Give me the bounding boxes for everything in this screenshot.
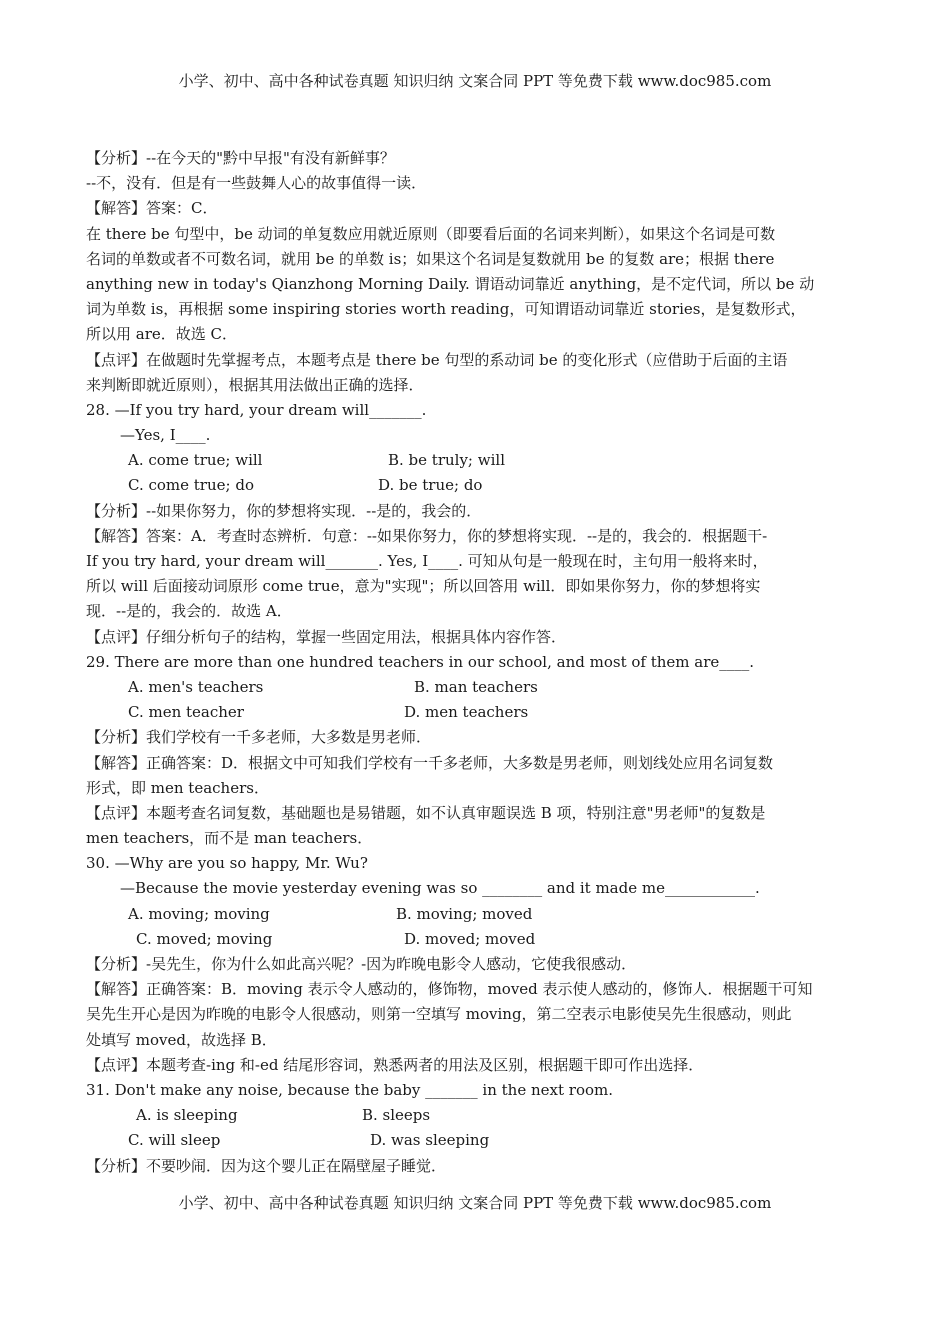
option-b: B. be truly; will [388, 451, 505, 470]
text-line: 【分析】不要吵闹．因为这个婴儿正在隔壁屋子睡觉． [86, 1156, 447, 1175]
option-c: C. come true; do [128, 476, 254, 495]
text-line: 【解答】答案：A．考查时态辨析．句意：--如果你努力，你的梦想将实现．--是的，我会的．根据题干- [86, 526, 768, 545]
option-b: B. sleeps [362, 1106, 431, 1125]
text-line: 【解答】答案：C． [86, 199, 218, 218]
question-28-reply: —Yes, I____. [120, 426, 211, 445]
text-line: 【分析】--在今天的"黔中早报"有没有新鲜事？ [86, 149, 395, 167]
option-d: D. moved; moved [404, 929, 536, 948]
q28-options-row1 [86, 448, 866, 473]
text-line: 吴先生开心是因为昨晚的电影令人很感动，则第一空填写 moving，第二空表示电影使吴先生很感动，则此 [86, 1005, 792, 1024]
option-d: D. was sleeping [370, 1131, 490, 1150]
text-line: 所以 will 后面接动词原形 come true，意为"实现"；所以回答用 will．即如果你努力，你的梦想将实 [86, 577, 761, 596]
question-30: 30. —Why are you so happy, Mr. Wu? [86, 854, 368, 873]
option-c: C. moved; moving [136, 929, 273, 948]
q31-options-row2 [86, 1128, 866, 1153]
document-body [86, 146, 866, 1179]
text-line: --不，没有．但是有一些鼓舞人心的故事值得一读． [86, 174, 427, 193]
question-31: 31. Don't make any noise, because the baby _______ in the next room. [86, 1080, 613, 1099]
option-d: D. men teachers [404, 703, 529, 722]
q30-options-row2 [86, 927, 866, 952]
text-line: 处填写 moved，故选择 B． [86, 1030, 277, 1049]
text-line: 【分析】我们学校有一千多老师，大多数是男老师． [86, 728, 432, 747]
text-line: 【解答】正确答案：B．moving 表示令人感动的，修饰物，moved 表示使人感动的，修饰人．根据题干可知 [86, 980, 813, 999]
q31-options-row1 [86, 1103, 866, 1128]
page-footer: 小学、初中、高中各种试卷真题 知识归纳 文案合同 PPT 等免费下载 www.doc985.com [178, 1194, 772, 1212]
text-line: 【解答】正确答案：D．根据文中可知我们学校有一千多老师，大多数是男老师，则划线处应用名词复数 [86, 753, 774, 772]
text-line: 【分析】-吴先生，你为什么如此高兴呢？-因为昨晚电影令人感动，它使我很感动． [86, 955, 637, 973]
option-b: B. moving; moved [396, 904, 533, 923]
text-line: 【点评】在做题时先掌握考点，本题考点是 there be 句型的系动词 be 的变化形式（应借助于后面的主语 [86, 350, 788, 369]
option-a: A. come true; will [128, 451, 263, 470]
text-line: 【点评】本题考查-ing 和-ed 结尾形容词，熟悉两者的用法及区别，根据题干即可作出选择． [86, 1055, 704, 1074]
option-a: A. is sleeping [136, 1106, 238, 1125]
question-30-reply: —Because the movie yesterday evening was so ________ and it made me____________. [120, 879, 760, 898]
text-line: 词为单数 is，再根据 some inspiring stories worth reading，可知谓语动词靠近 stories，是复数形式， [86, 300, 806, 319]
option-c: C. will sleep [128, 1131, 221, 1150]
text-line: 所以用 are．故选 C． [86, 325, 238, 344]
option-c: C. men teacher [128, 703, 244, 722]
q30-options-row1 [86, 902, 866, 927]
option-a: A. men's teachers [128, 677, 264, 696]
text-line: 名词的单数或者不可数名词，就用 be 的单数 is；如果这个名词是复数就用 be 的复数 are；根据 there [86, 249, 775, 268]
option-a: A. moving; moving [128, 904, 270, 923]
text-line: 【分析】--如果你努力，你的梦想将实现．--是的，我会的． [86, 501, 482, 520]
option-b: B. man teachers [414, 677, 538, 696]
option-d: D. be true; do [378, 476, 483, 495]
q29-options-row1 [86, 675, 866, 700]
text-line: If you try hard, your dream will_______. Yes, I____. 可知从句是一般现在时，主句用一般将来时， [86, 552, 768, 570]
text-line: 在 there be 句型中，be 动词的单复数应用就近原则（即要看后面的名词来判断），如果这个名词是可数 [86, 224, 776, 243]
question-29: 29. There are more than one hundred teachers in our school, and most of them are____. [86, 652, 755, 671]
text-line: 【点评】本题考查名词复数，基础题也是易错题，如不认真审题误选 B 项，特别注意"男老师"的复数是 [86, 803, 766, 822]
text-line: 来判断即就近原则），根据其用法做出正确的选择． [86, 375, 424, 394]
page-header: 小学、初中、高中各种试卷真题 知识归纳 文案合同 PPT 等免费下载 www.doc985.com [178, 72, 772, 90]
question-28: 28. —If you try hard, your dream will_______. [86, 400, 427, 419]
text-line: anything new in today's Qianzhong Morning Daily. 谓语动词靠近 anything，是不定代词，所以 be 动 [86, 274, 815, 293]
q28-options-row2 [86, 473, 866, 498]
q29-options-row2 [86, 700, 866, 725]
text-line: 形式，即 men teachers． [86, 778, 269, 797]
text-line: 现．--是的，我会的．故选 A． [86, 602, 292, 621]
text-line: men teachers，而不是 man teachers． [86, 829, 373, 848]
text-line: 【点评】仔细分析句子的结构，掌握一些固定用法，根据具体内容作答． [86, 627, 567, 646]
